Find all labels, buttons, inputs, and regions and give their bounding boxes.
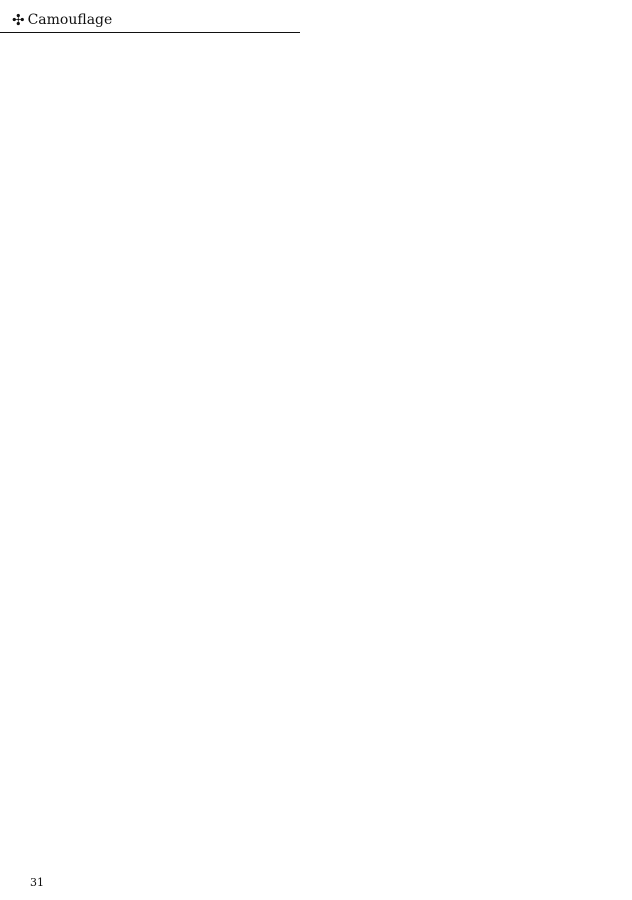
text-column [361, 60, 388, 430]
text-column [514, 462, 548, 862]
text-column [205, 462, 239, 862]
text-column [445, 462, 479, 862]
text-column [377, 462, 411, 862]
text-column [255, 60, 282, 430]
text-column [479, 462, 513, 862]
text-column [175, 60, 202, 430]
text-block-bottom [68, 462, 548, 862]
text-column [495, 60, 522, 430]
text-column [335, 60, 362, 430]
text-column [148, 60, 175, 430]
text-column [342, 462, 376, 862]
text-column [228, 60, 255, 430]
text-column [308, 462, 342, 862]
text-column [521, 60, 548, 430]
text-column [137, 462, 171, 862]
text-column [281, 60, 308, 430]
page-number: 31 [30, 876, 44, 889]
text-column [121, 60, 148, 430]
text-column [308, 60, 335, 430]
text-column [68, 60, 95, 430]
text-column [388, 60, 415, 430]
text-column [468, 60, 495, 430]
text-column [411, 462, 445, 862]
text-column [274, 462, 308, 862]
text-column [102, 462, 136, 862]
text-column [95, 60, 122, 430]
text-column [201, 60, 228, 430]
header-title: Camouflage [27, 12, 113, 28]
running-header [12, 8, 112, 32]
text-column [415, 60, 442, 430]
text-column [68, 462, 102, 862]
text-block-top [68, 60, 548, 430]
text-column [441, 60, 468, 430]
cross-ornament-icon: ✣ [12, 10, 25, 29]
header-rule [0, 32, 300, 33]
text-column [239, 462, 273, 862]
text-column [171, 462, 205, 862]
